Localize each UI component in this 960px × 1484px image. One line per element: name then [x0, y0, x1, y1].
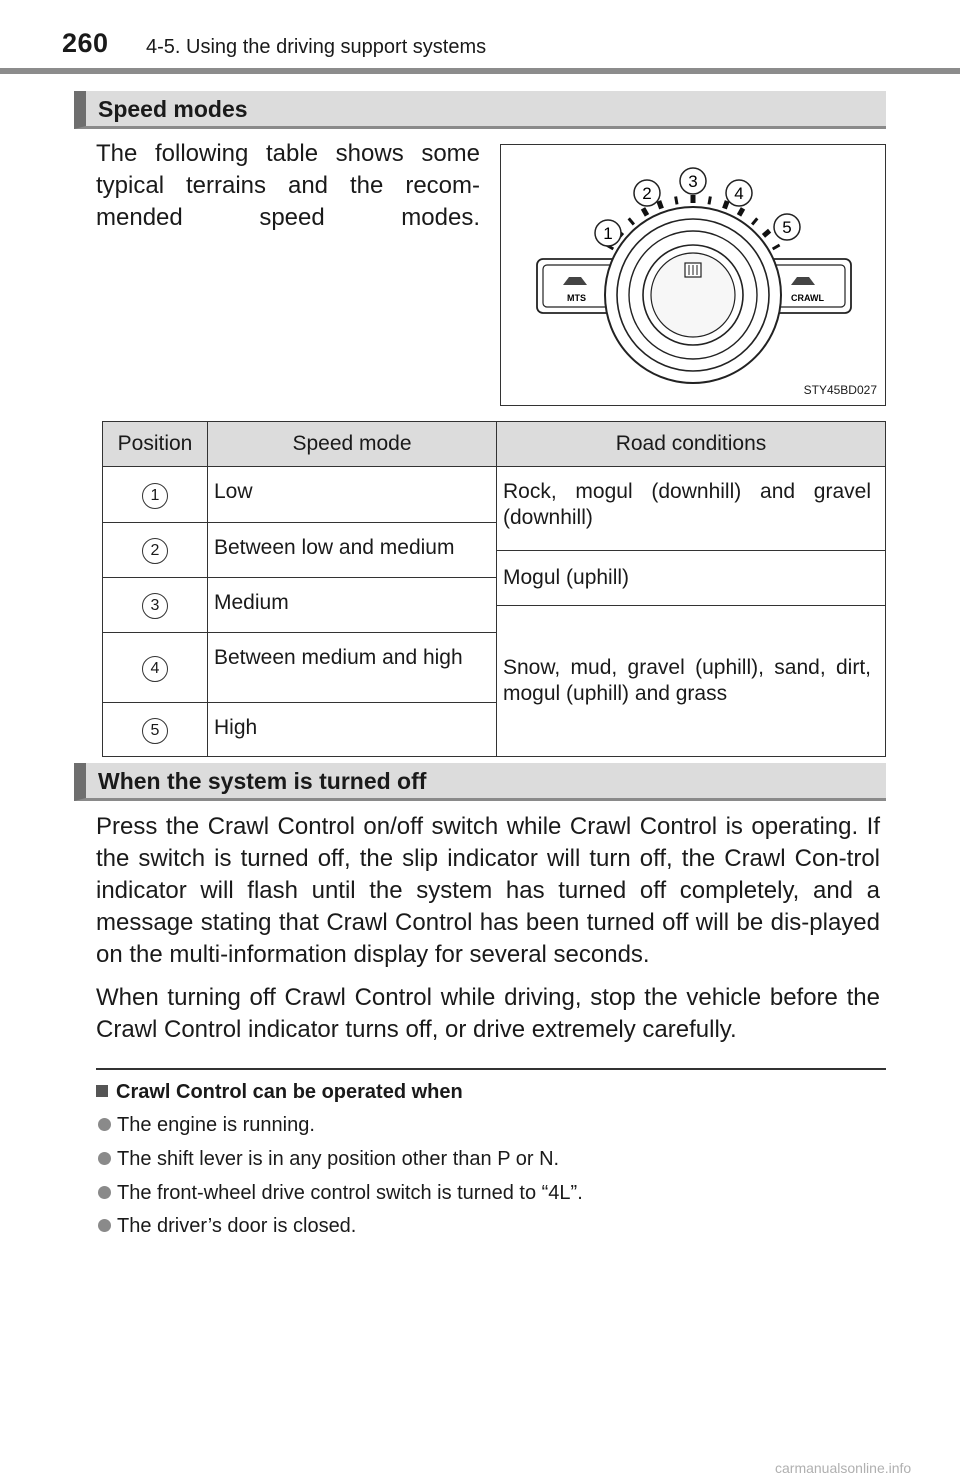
page-header — [0, 0, 960, 74]
list-item — [98, 1182, 583, 1205]
dial-tick — [724, 201, 727, 209]
position-number: 1 — [142, 483, 168, 509]
speed-mode-cell: High — [208, 703, 497, 757]
bullet-dot-icon — [98, 1219, 111, 1232]
position-callout-number: 3 — [688, 172, 698, 191]
position-number: 5 — [142, 718, 168, 744]
notes-divider — [96, 1068, 886, 1070]
position-number: 4 — [142, 656, 168, 682]
section-heading-speed-modes — [74, 91, 886, 129]
dial-tick — [629, 218, 634, 224]
column-header-speed-mode: Speed mode — [208, 422, 497, 467]
square-bullet-icon — [96, 1085, 108, 1097]
position-callout-number: 1 — [603, 224, 613, 243]
bullet-dot-icon — [98, 1118, 111, 1131]
speed-mode-cell: Medium — [208, 578, 497, 633]
section-heading-text: Speed modes — [98, 96, 248, 122]
list-item — [98, 1114, 315, 1137]
position-number: 2 — [142, 538, 168, 564]
list-item-text: The front-wheel drive control switch is turned to “4L”. — [117, 1182, 583, 1204]
crawl-control-switch-figure — [500, 144, 886, 406]
header-rule — [0, 68, 960, 74]
speed-mode-dial-illustration — [501, 145, 887, 407]
bullet-dot-icon — [98, 1186, 111, 1199]
dial-tick — [676, 197, 677, 205]
list-item-text: The driver’s door is closed. — [117, 1215, 357, 1237]
notes-heading-text: Crawl Control can be operated when — [116, 1081, 463, 1103]
figure-code: STY45BD027 — [803, 383, 877, 397]
position-callout-number: 5 — [782, 218, 792, 237]
column-header-position: Position — [103, 422, 208, 467]
speed-mode-cell: Between low and medium — [208, 523, 497, 578]
dial-tick — [763, 231, 769, 236]
position-callout-number: 2 — [642, 184, 652, 203]
speed-modes-table — [102, 421, 886, 757]
speed-mode-cell: Low — [208, 467, 497, 523]
notes-heading — [96, 1081, 463, 1104]
section-heading-text: When the system is turned off — [98, 768, 427, 794]
position-number: 3 — [142, 593, 168, 619]
dial-tick — [773, 245, 780, 249]
watermark: carmanualsonline.info — [775, 1460, 912, 1476]
dial-tick — [739, 208, 743, 215]
crawl-label: CRAWL — [791, 293, 824, 303]
road-conditions-cell: Snow, mud, gravel (uphill), sand, dirt, mogul (uphill) and grass — [497, 606, 886, 757]
section-path: 4-5. Using the driving support systems — [146, 36, 487, 58]
turned-off-paragraph-1: Press the Crawl Control on/off switch while Crawl Control is operating. If the switch is turned off, the slip indicator will turn off, the Crawl Con-trol indicator will flash until the system has turned off completely, and a message stating that Crawl Control has been turned off will be dis-played on the multi-information display for several seconds. — [96, 813, 880, 968]
turned-off-paragraph-2: When turning off Crawl Control while driving, stop the vehicle before the Crawl Control indicator turns off, or drive extremely carefully. — [96, 984, 880, 1043]
road-conditions-cell: Rock, mogul (downhill) and gravel (downhill) — [497, 467, 886, 551]
dial-tick — [709, 197, 710, 205]
list-item-text: The shift lever is in any position other than P or N. — [117, 1148, 560, 1170]
dial-tick — [752, 218, 757, 224]
dial-tick — [643, 208, 647, 215]
speed-mode-cell: Between medium and high — [208, 633, 497, 703]
table-row — [103, 467, 886, 523]
list-item — [98, 1148, 559, 1171]
bullet-dot-icon — [98, 1152, 111, 1165]
dial-tick — [659, 201, 662, 209]
mts-label: MTS — [567, 293, 586, 303]
list-item — [98, 1215, 356, 1238]
intro-paragraph: The following table shows some typical terrains and the recom-mended speed modes. — [96, 140, 480, 231]
list-item-text: The engine is running. — [117, 1114, 315, 1136]
position-callout-number: 4 — [734, 184, 744, 203]
section-heading-turned-off — [74, 763, 886, 801]
page-number: 260 — [62, 28, 109, 58]
column-header-road-conditions: Road conditions — [497, 422, 886, 467]
road-conditions-cell: Mogul (uphill) — [497, 551, 886, 606]
